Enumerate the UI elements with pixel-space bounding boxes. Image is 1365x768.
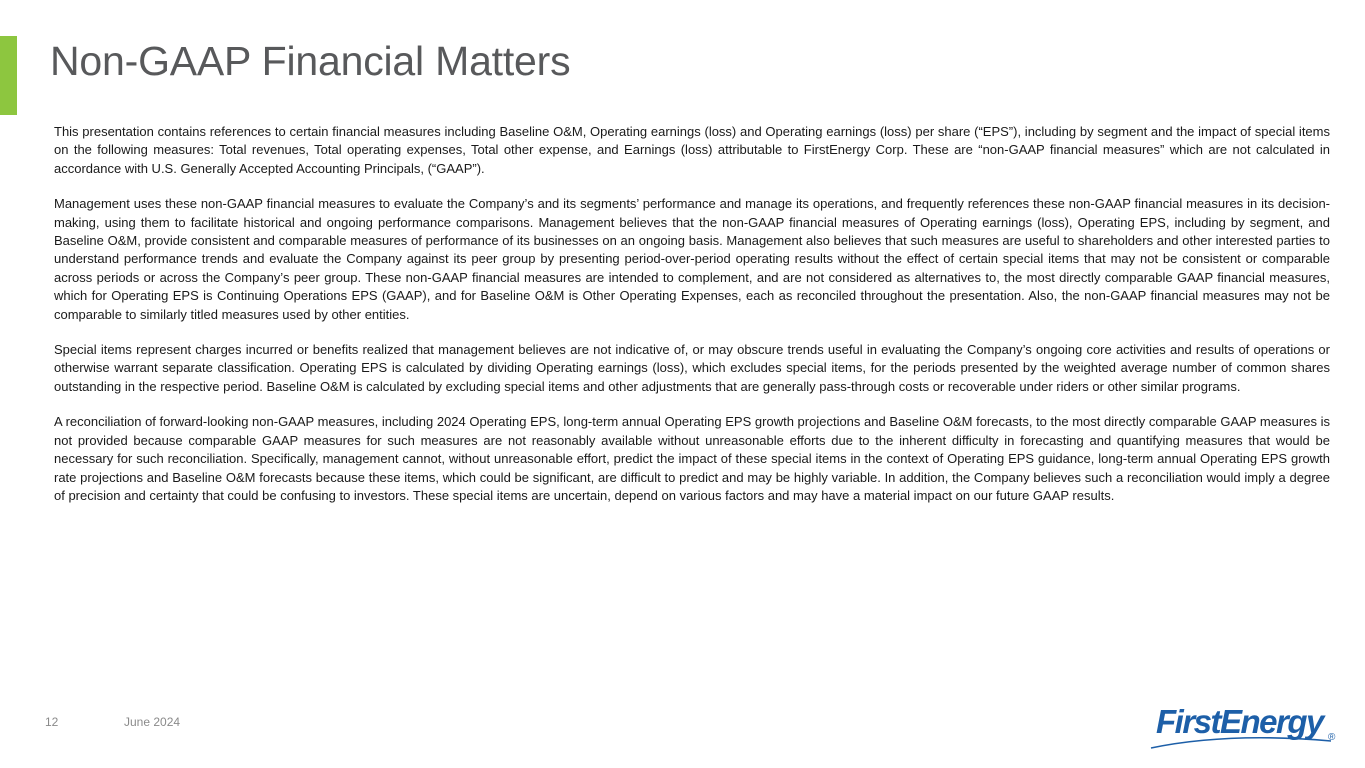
paragraph-special-items: Special items represent charges incurred or benefits realized that management believes are not indicative of, or may obscure trends useful in evaluating the Company’s ongoing core activities and results of operations or otherwise warrant separate classification. Operating EPS is calculated by dividing Operating earnings (loss), which excludes special items, for the periods presented by the weighted average number of common shares outstanding in the respective period. Baseline O&M is calculated by excluding special items and other adjustments that are generally pass-through costs or recoverable under riders or other similar programs. <box>54 342 1330 394</box>
title-accent-bar <box>0 36 17 115</box>
page-title: Non-GAAP Financial Matters <box>50 38 571 84</box>
logo-wordmark: FirstEnergy <box>1156 703 1323 740</box>
body-text <box>54 123 1330 522</box>
paragraph-management-use: Management uses these non-GAAP financial measures to evaluate the Company’s and its segments’ performance and manage its operations, and frequently references these non-GAAP financial measures in its decision-making, using them to facilitate historical and ongoing performance comparisons. Management believes that the non-GAAP financial measures of Operating earnings (loss), Operating EPS, including by segment, and Baseline O&M, provide consistent and comparable measures of performance of its businesses on an ongoing basis. Management also believes that such measures are useful to shareholders and other interested parties to understand performance trends and evaluate the Company against its peer group by presenting period-over-period operating results without the effect of certain special items that may not be consistent or comparable across periods or across the Company’s peer group. These non-GAAP financial measures are intended to complement, and are not considered as alternatives to, the most directly comparable GAAP financial measures, which for Operating EPS is Continuing Operations EPS (GAAP), and for Baseline O&M is Other Operating Expenses, each as reconciled throughout the presentation. Also, the non-GAAP financial measures may not be comparable to similarly titled measures used by other entities. <box>54 196 1330 322</box>
page-number: 12 <box>45 715 59 729</box>
logo-registered-mark: ® <box>1328 732 1336 743</box>
paragraph-forward-looking-reconciliation: A reconciliation of forward-looking non-GAAP measures, including 2024 Operating EPS, long-term annual Operating EPS growth projections and Baseline O&M forecasts, to the most directly comparable GAAP measures is not provided because comparable GAAP measures for such measures are not reasonably available without unreasonable efforts due to the inherent difficulty in forecasting and quantifying measures that would be necessary for such reconciliation. Specifically, management cannot, without unreasonable effort, predict the impact of these special items in the context of Operating EPS guidance, long-term annual Operating EPS growth rate projections and Baseline O&M forecasts because these items, which could be significant, are difficult to predict and may be highly variable. In addition, the Company believes such a reconciliation would imply a degree of precision and certainty that could be confusing to investors. These special items are uncertain, depend on various factors and may have a material impact on our future GAAP results. <box>54 414 1330 503</box>
firstenergy-logo-icon <box>1148 700 1340 755</box>
paragraph-non-gaap-references: This presentation contains references to certain financial measures including Baseline O&M, Operating earnings (loss) and Operating earnings (loss) per share (“EPS”), including by segment and the impact of special items on the following measures: Total revenues, Total operating expenses, Total other expense, and Earnings (loss) attributable to FirstEnergy Corp. These are “non-GAAP financial measures” which are not calculated in accordance with U.S. Generally Accepted Accounting Principals, (“GAAP”). <box>54 124 1330 176</box>
footer-date: June 2024 <box>124 715 181 729</box>
